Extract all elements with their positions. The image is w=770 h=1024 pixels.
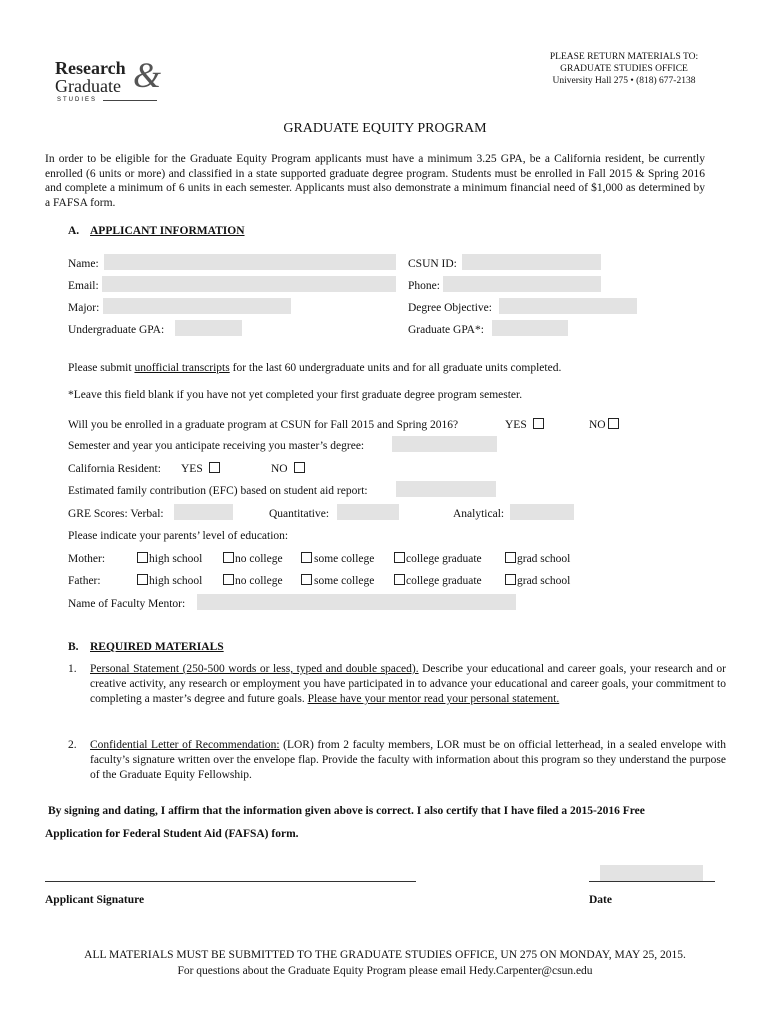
return-info — [520, 51, 728, 87]
transcripts-text — [68, 361, 561, 376]
csun-id-label: CSUN ID: — [408, 258, 457, 270]
enrolled-yes-checkbox[interactable] — [533, 418, 544, 429]
signature-label: Applicant Signature — [45, 894, 145, 906]
transcripts-pre: Please submit — [68, 362, 135, 374]
mother-college-graduate-checkbox[interactable] — [394, 552, 405, 563]
father-grad-school-checkbox[interactable] — [505, 574, 516, 585]
father-college-graduate-checkbox[interactable] — [394, 574, 405, 585]
section-b-letter: B. — [68, 641, 79, 653]
mother-no-college-checkbox[interactable] — [223, 552, 234, 563]
father-college-graduate-label: college graduate — [406, 575, 482, 587]
father-some-college-label: some college — [314, 575, 375, 587]
degree-objective-label: Degree Objective: — [408, 302, 492, 314]
ca-no-checkbox[interactable] — [294, 462, 305, 473]
parents-question: Please indicate your parents’ level of education: — [68, 530, 289, 542]
semester-question: Semester and year you anticipate receiving you master’s degree: — [68, 440, 365, 452]
transcripts-post: for the last 60 undergraduate units and for all graduate units completed. — [229, 362, 562, 374]
mother-college-graduate-label: college graduate — [406, 553, 482, 565]
semester-input[interactable] — [392, 436, 497, 452]
mother-high-school-label: high school — [149, 553, 203, 565]
gre-verbal-label: GRE Scores: Verbal: — [68, 508, 164, 520]
gpa-note: *Leave this field blank if you have not yet completed your first graduate degree program semester. — [68, 389, 523, 401]
father-grad-school-label: grad school — [517, 575, 571, 587]
gre-analytical-input[interactable] — [510, 504, 574, 520]
grad-gpa-input[interactable] — [492, 320, 568, 336]
father-no-college-checkbox[interactable] — [223, 574, 234, 585]
mother-label: Mother: — [68, 553, 106, 565]
enrolled-no-checkbox[interactable] — [608, 418, 619, 429]
transcripts-link: unofficial transcripts — [134, 362, 230, 374]
mother-no-college-label: no college — [235, 553, 283, 565]
phone-input[interactable] — [443, 276, 601, 292]
item1-number: 1. — [68, 663, 77, 675]
father-no-college-label: no college — [235, 575, 283, 587]
return-line3: University Hall 275 • (818) 677-2138 — [552, 76, 696, 86]
mother-some-college-label: some college — [314, 553, 375, 565]
gre-verbal-input[interactable] — [174, 504, 233, 520]
name-input[interactable] — [104, 254, 396, 270]
grad-gpa-label: Graduate GPA*: — [408, 324, 484, 336]
certify-line2: Application for Federal Student Aid (FAFSA) form. — [45, 828, 299, 840]
mother-grad-school-label: grad school — [517, 553, 571, 565]
footer-contact: For questions about the Graduate Equity Program please email Hedy.Carpenter@csun.edu — [177, 965, 593, 977]
gre-analytical-label: Analytical: — [453, 508, 505, 520]
degree-objective-input[interactable] — [499, 298, 637, 314]
name-label: Name: — [68, 258, 99, 270]
page-title: GRADUATE EQUITY PROGRAM — [283, 121, 487, 136]
item1-body: Describe your educational and career goals, your research and or creative activity, any research or employment you have participated in to advance your educational and career goals, your commitment to completing a master’s degree and future goals. — [90, 663, 726, 705]
section-a-heading: APPLICANT INFORMATION — [90, 225, 245, 237]
item2-link: Confidential Letter of Recommendation: — [90, 739, 280, 751]
email-input[interactable] — [102, 276, 396, 292]
item1-link: Personal Statement (250-500 words or less, typed and double spaced). — [90, 663, 419, 675]
major-input[interactable] — [103, 298, 291, 314]
undergrad-gpa-label: Undergraduate GPA: — [68, 324, 165, 336]
csun-id-input[interactable] — [462, 254, 601, 270]
undergrad-gpa-input[interactable] — [175, 320, 242, 336]
logo-rule — [103, 100, 157, 101]
ca-yes-label: YES — [181, 463, 203, 475]
major-label: Major: — [68, 302, 100, 314]
gre-quant-label: Quantitative: — [269, 508, 330, 520]
logo-research: Research — [55, 58, 126, 78]
ca-yes-checkbox[interactable] — [209, 462, 220, 473]
efc-input[interactable] — [396, 481, 496, 497]
mother-some-college-checkbox[interactable] — [301, 552, 312, 563]
footer-deadline: ALL MATERIALS MUST BE SUBMITTED TO THE GRADUATE STUDIES OFFICE, UN 275 ON MONDAY, MAY 25, 2015. — [84, 949, 686, 961]
date-line — [589, 881, 715, 882]
intro-paragraph: In order to be eligible for the Graduate Equity Program applicants must have a minimum 3.25 GPA, be a California resident, be currently enrolled (6 units or more) and classified in a state supported graduate degree program. Students must be enrolled in Fall 2015 & Spring 2016 and complete a minimum of 6 units in each semester. Applicants must also demonstrate a minimum financial need of $1,000 as determined by a FAFSA form. — [45, 153, 705, 209]
item2-text — [90, 738, 726, 783]
efc-label: Estimated family contribution (EFC) based on student aid report: — [68, 485, 368, 497]
return-line1: PLEASE RETURN MATERIALS TO: — [549, 52, 699, 62]
logo-ampersand: & — [133, 55, 162, 95]
logo-studies: STUDIES — [57, 97, 98, 103]
date-input[interactable] — [600, 865, 703, 881]
logo-graduate: Graduate — [55, 76, 121, 96]
mother-high-school-checkbox[interactable] — [137, 552, 148, 563]
item1-link2: Please have your mentor read your personal statement. — [307, 693, 560, 705]
section-b-heading: REQUIRED MATERIALS — [90, 641, 224, 653]
email-label: Email: — [68, 280, 99, 292]
ca-resident-label: California Resident: — [68, 463, 161, 475]
mother-grad-school-checkbox[interactable] — [505, 552, 516, 563]
father-label: Father: — [68, 575, 101, 587]
enrolled-no-label: NO — [589, 419, 606, 431]
gre-quant-input[interactable] — [337, 504, 399, 520]
item2-body: (LOR) from 2 faculty members, LOR must be on official letterhead, in a sealed envelope with faculty’s signature written over the envelope flap. Provide the faculty with information about this program so they understand the purpose of the Graduate Equity Fellowship. — [90, 739, 726, 781]
mentor-label: Name of Faculty Mentor: — [68, 598, 186, 610]
ca-no-label: NO — [271, 463, 288, 475]
logo — [55, 55, 170, 108]
item2-number: 2. — [68, 739, 77, 751]
enrolled-question: Will you be enrolled in a graduate program at CSUN for Fall 2015 and Spring 2016? — [68, 419, 459, 431]
mentor-input[interactable] — [197, 594, 516, 610]
section-a-letter: A. — [68, 225, 80, 237]
enrolled-yes-label: YES — [505, 419, 527, 431]
father-high-school-checkbox[interactable] — [137, 574, 148, 585]
signature-line[interactable] — [45, 881, 416, 882]
phone-label: Phone: — [408, 280, 440, 292]
father-some-college-checkbox[interactable] — [301, 574, 312, 585]
item1-text — [90, 662, 726, 707]
certify-line1: By signing and dating, I affirm that the information given above is correct. I also certify that I have filed a 2015-2016 Free — [48, 805, 645, 817]
return-line2: GRADUATE STUDIES OFFICE — [560, 64, 688, 74]
date-label: Date — [589, 894, 612, 906]
father-high-school-label: high school — [149, 575, 203, 587]
